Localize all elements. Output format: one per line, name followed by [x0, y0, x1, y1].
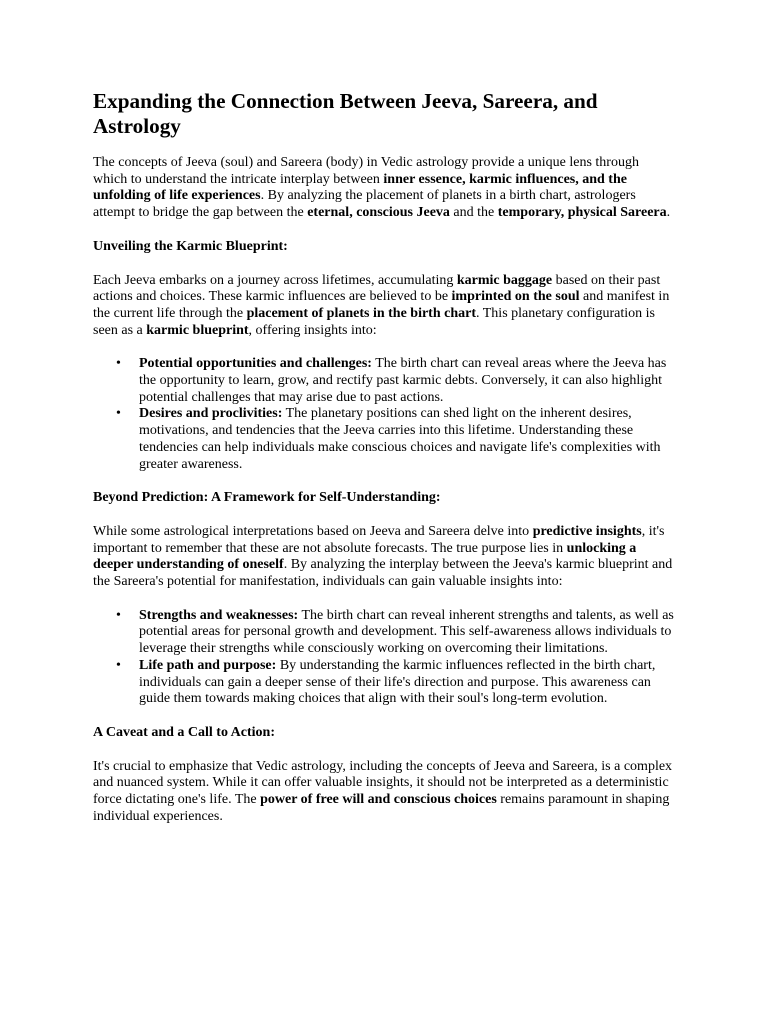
page-title: Expanding the Connection Between Jeeva, Sareera, and Astrology	[93, 89, 598, 138]
section1-bullet-list	[93, 356, 675, 473]
list-item	[116, 607, 675, 658]
s3-bold-1: power of free will and conscious choices	[260, 792, 497, 808]
intro-text-1: The concepts of Jeeva (soul) and Sareera (body) in Vedic astrology provide a unique lens through which to understand the intricate interplay between	[93, 155, 639, 187]
intro-paragraph	[93, 155, 675, 222]
s1-bold-2: imprinted on the soul	[451, 289, 580, 305]
bullet-icon: •	[116, 406, 121, 422]
list-item-bold: Strengths and weaknesses:	[139, 607, 299, 623]
bullet-icon: •	[116, 607, 121, 623]
list-item-text: The planetary positions can shed light on the inherent desires, motivations, and tendencies that the Jeeva carries into this lifetime. Understanding these tendencies can help individuals make conscious choices and navigate life's complexities with greater awareness.	[139, 406, 661, 472]
section-heading-beyond-prediction: Beyond Prediction: A Framework for Self-Understanding:	[93, 490, 441, 506]
section1-paragraph	[93, 273, 675, 340]
document-page	[93, 89, 675, 843]
s1-text-4: . This planetary configuration is seen as a	[93, 305, 655, 338]
s2-bold-1: predictive insights	[532, 523, 642, 539]
list-item-text: The birth chart can reveal inherent strengths and talents, as well as potential areas for personal growth and development. This self-awareness allows individuals to leverage their strengths while consciously working on overcoming their limitations.	[139, 607, 674, 657]
s2-text-1: While some astrological interpretations based on Jeeva and Sareera delve into	[93, 523, 533, 539]
s2-text-2: , it's important to remember that these are not absolute forecasts. The true purpose lies in	[93, 523, 665, 556]
bullet-icon: •	[116, 657, 121, 673]
bullet-icon: •	[116, 356, 121, 372]
s1-bold-4: karmic blueprint	[146, 322, 249, 338]
list-item-bold: Potential opportunities and challenges:	[139, 356, 372, 372]
section2-bullet-list	[93, 608, 675, 708]
s1-text-1: Each Jeeva embarks on a journey across lifetimes, accumulating	[93, 272, 457, 288]
list-item	[116, 657, 675, 708]
s1-text-2: based on their past actions and choices. These karmic influences are believed to be	[93, 272, 661, 305]
s2-text-3: . By analyzing the interplay between the Jeeva's karmic blueprint and the Sareera's potential for manifestation, individuals can gain valuable insights into:	[93, 557, 673, 590]
intro-bold-2: eternal, conscious Jeeva	[307, 205, 450, 221]
intro-text-3: and the	[449, 205, 498, 221]
section-heading-karmic-blueprint: Unveiling the Karmic Blueprint:	[93, 238, 288, 254]
list-item-text: By understanding the karmic influences reflected in the birth chart, individuals can gain a deeper sense of their life's direction and purpose. This awareness can guide them towards making choices that align with their soul's long-term evolution.	[139, 657, 656, 707]
intro-bold-1: inner essence, karmic influences, and the unfolding of life experiences	[93, 171, 627, 204]
list-item	[116, 406, 675, 473]
list-item-text: The birth chart can reveal areas where the Jeeva has the opportunity to learn, grow, and rectify past karmic debts. Conversely, it can also highlight potential challenges that may arise due to past actions.	[139, 356, 667, 405]
s1-text-3: and manifest in the current life through the	[93, 289, 670, 321]
section2-paragraph	[93, 524, 675, 591]
intro-text-4: .	[666, 205, 671, 221]
s3-text-2: remains paramount in shaping individual experiences.	[93, 792, 670, 824]
list-item-bold: Desires and proclivities:	[139, 406, 283, 422]
section3-paragraph	[93, 759, 675, 826]
s1-bold-1: karmic baggage	[456, 272, 553, 288]
s1-text-5: , offering insights into:	[248, 322, 377, 338]
s3-text-1: It's crucial to emphasize that Vedic astrology, including the concepts of Jeeva and Sareera, is a complex and nuanced system. While it can offer valuable insights, it should not be interpreted as a deterministic force dictating one's life. The	[93, 758, 673, 808]
s1-bold-3: placement of planets in the birth chart	[246, 305, 476, 321]
s2-bold-2: unlocking a deeper understanding of oneself	[93, 540, 637, 573]
list-item	[116, 356, 675, 406]
section-heading-caveat: A Caveat and a Call to Action:	[93, 724, 275, 740]
intro-bold-3: temporary, physical Sareera	[497, 205, 667, 221]
intro-text-2: . By analyzing the placement of planets in a birth chart, astrologers attempt to bridge the gap between the	[93, 188, 636, 221]
list-item-bold: Life path and purpose:	[139, 657, 277, 673]
